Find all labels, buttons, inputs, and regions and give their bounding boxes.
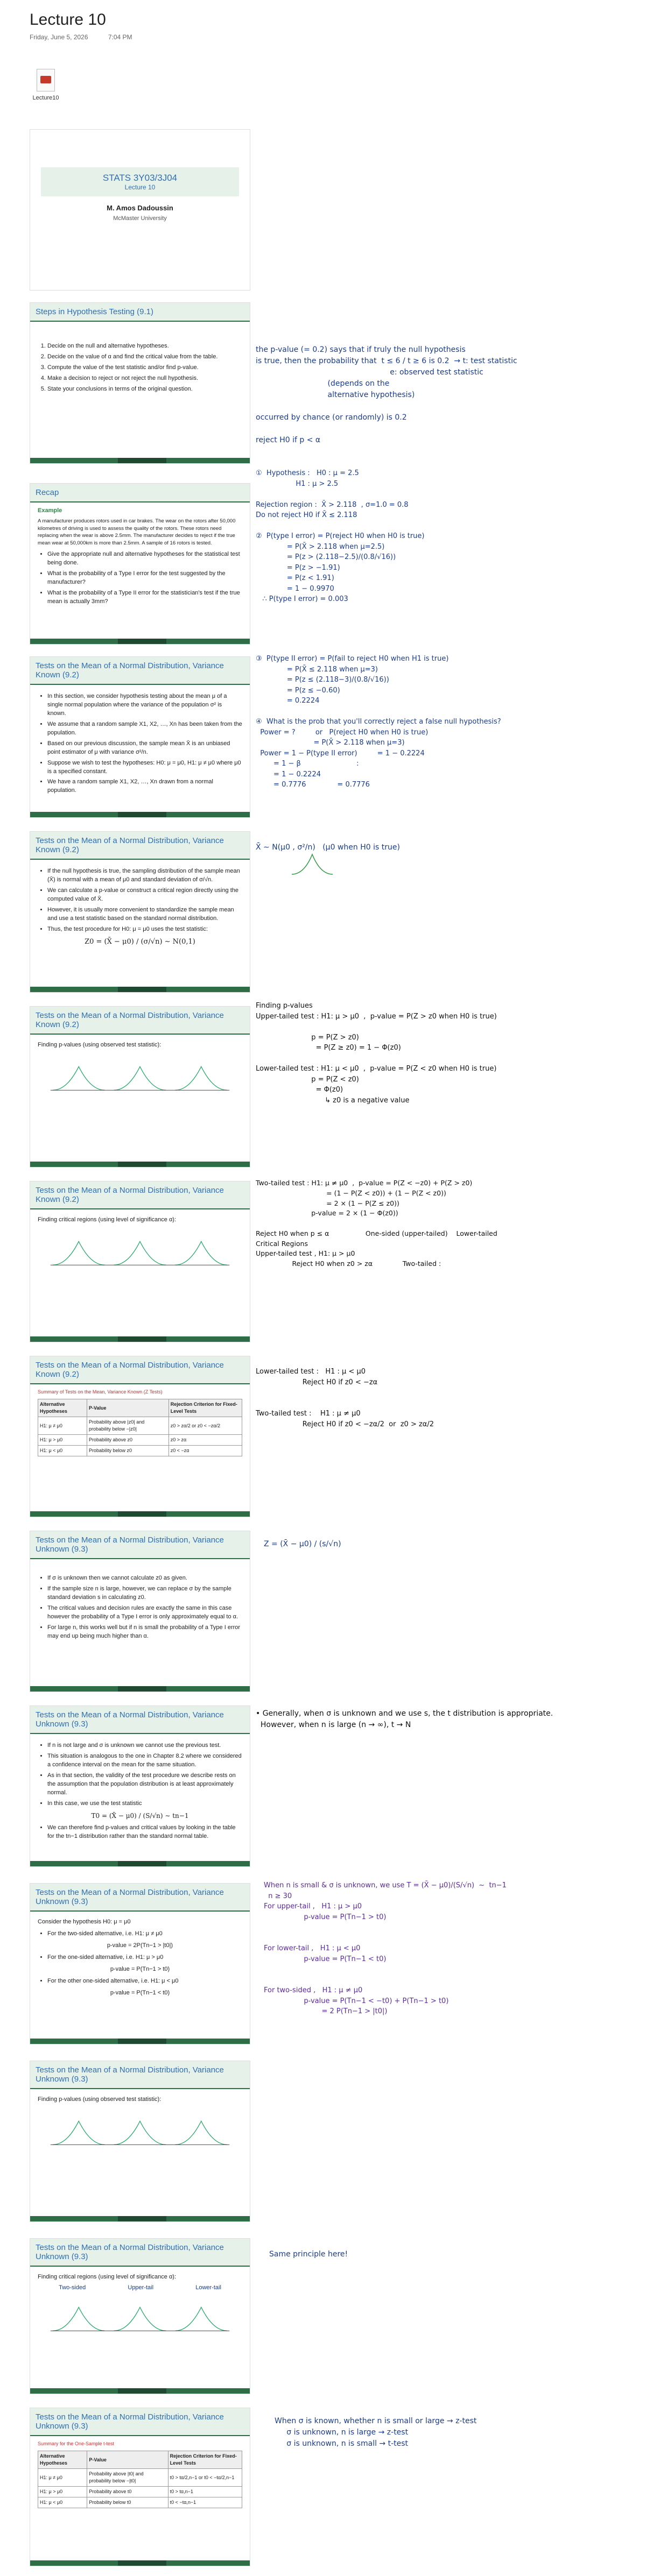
- slide-footer: [30, 1686, 250, 1692]
- handwritten-note-same: Same principle here!: [269, 2250, 348, 2259]
- list-item: • If σ is unknown then we cannot calculate z0 as given.: [47, 1574, 242, 1583]
- handwritten-label: Upper-tail: [128, 2284, 154, 2291]
- list-item: • Suppose we wish to test the hypotheses: H0: μ = μ0, H1: μ ≠ μ0 where μ0 is a specified constant.: [47, 759, 242, 776]
- normal-curve-sketch: [291, 850, 334, 877]
- handwritten-note-recap: ① Hypothesis : H0 : μ = 2.5 H1 : μ > 2.5 Rejection region : X̄ > 2.118 , σ=1.0 = 0.8 Do not reject H0 if X̄ ≤ 2.118 ② P(type I error) = P(reject H0 when H0 is true) = P(X̄ > 2.118 when μ=2.5) = P(z > (2.118−2.5)/(0.8/√16)) = P(z > −1.91) = P(z < 1.91) = 1 − 0.9970 ∴ P(type I error) = 0.003: [256, 469, 425, 603]
- list-item: • If the null hypothesis is true, the sampling distribution of the sample mean (X̄) is normal with a mean of μ0 and standard deviation of σ/√n.: [47, 867, 242, 884]
- table-row: H1: μ > μ0 Probability above z0 z0 > zα: [38, 1435, 242, 1446]
- list-item: • What is the probability of a Type I error for the test suggested by the manufacturer?: [47, 570, 242, 587]
- slide-footer: [30, 639, 250, 644]
- table-title: Summary of Tests on the Mean, Variance Known (Z Tests): [38, 1389, 163, 1395]
- slide-title: Tests on the Mean of a Normal Distribution, Variance Known (9.2): [30, 1356, 250, 1384]
- list-item: • We assume that a random sample X1, X2, …, Xn has been taken from the population.: [47, 720, 242, 738]
- attachment-name: Lecture10: [32, 95, 59, 101]
- slide-title: Tests on the Mean of a Normal Distribution, Variance Unknown (9.3): [30, 1884, 250, 1912]
- handwritten-note-critical: Lower-tailed test : H1 : μ < μ0 Reject H0 if z0 < −zα Two-tailed test : H1 : μ ≠ μ0 Reject H0 if z0 < −zα/2 or z0 > zα/2: [256, 1368, 434, 1428]
- list-item: • The critical values and decision rules are exactly the same in this case however the probability of a Type I error is only approximately equal to α.: [47, 1604, 242, 1622]
- list-item: • Give the appropriate null and alternative hypotheses for the statistical test being done.: [47, 550, 242, 568]
- table-title: Summary for the One-Sample t-test: [38, 2441, 115, 2446]
- normal-curves-graphic: [38, 1057, 242, 1095]
- handwritten-note-sampling: X̄ ∼ N(μ0 , σ²/n) (μ0 when H0 is true): [256, 843, 400, 852]
- slide-cover-course: STATS 3Y03/3J04 Lecture 10: [41, 167, 239, 196]
- slide-steps: [30, 302, 250, 464]
- pdf-attachment[interactable]: [30, 69, 62, 101]
- slide-footer: [30, 2560, 250, 2566]
- slide-title: Tests on the Mean of a Normal Distribution, Variance Known (9.2): [30, 1181, 250, 1209]
- slide-unknown-6: [30, 2408, 250, 2566]
- handwritten-note-summary: When σ is known, whether n is small or large → z-test σ is unknown, n is large → z-test σ is unknown, n is small → t-test: [275, 2417, 477, 2448]
- handwritten-note-two-tailed: Two-tailed test : H1: μ ≠ μ0 , p-value = P(Z < −z0) + P(Z > z0) = (1 − P(Z < z0)) + (1 − P(Z < z0)) = 2 × (1 − P(Z ≤ z0)) p-value = 2 × (1 − Φ(z0)) Reject H0 when p ≤ α One-sided (upper-tailed) Lower-tailed Critical Regions Upper-tailed test , H1: μ > μ0 Reject H0 when z0 > zα Two-tailed :: [256, 1179, 497, 1268]
- example-label: Example: [38, 507, 62, 514]
- slide-title: Tests on the Mean of a Normal Distribution, Variance Unknown (9.3): [30, 2061, 250, 2089]
- list-item: • For the one-sided alternative, i.e. H1: μ > μ0: [47, 1954, 242, 1962]
- example-text: A manufacturer produces rotors used in car brakes. The wear on the rotors after 50,000 kilometres of driving is used to assess the quality of the rotors. These rotors need replacing when the wear is above 2.5mm. The manufacturer decides to reject if the true mean wear at 50,000km is more than 2.5mm. A sample of 16 rotors is tested.: [38, 518, 236, 547]
- summary-table: Alternative Hypotheses P-Value Rejection Criterion for Fixed-Level Tests H1: μ ≠ μ0 Probability above |z0| and probability below −|z0| z0 > zα/2 or z0 < −zα/2 H1: μ > μ0 Probability above z0 z0 > zα H1: μ < μ0 Probability below z0 z0 < −zα: [38, 1399, 242, 1456]
- handwritten-label: Two-sided: [59, 2284, 86, 2291]
- slide-footer: [30, 2388, 250, 2394]
- formula: Z0 = (X̄ − μ0) / (σ/√n) ∼ N(0,1): [85, 937, 195, 946]
- slide-unknown-5: [30, 2238, 250, 2394]
- slide-cover-author: M. Amos Dadoussin: [107, 204, 173, 212]
- slide-cover: [30, 129, 250, 291]
- slide-summary-known: [30, 1356, 250, 1517]
- handwritten-note-t-test: When n is small & σ is unknown, we use T = (X̄ − μ0)/(S/√n) ~ tn−1 n ≥ 30 For upper-tail , H1 : μ > μ0 p-value = P(Tn−1 > t0) For lower-tail , H1 : μ < μ0 p-value = P(Tn−1 < t0) For two-sided , H1 : μ ≠ μ0 p-value = P(Tn−1 < −t0) + P(Tn−1 > t0) = 2 P(Tn−1 > |t0|): [264, 1881, 507, 2015]
- formula: p-value = P(Tn−1 < t0): [110, 1989, 170, 1996]
- list-item: • We can therefore find p-values and critical values by looking in the table for the tn−1 distribution rather than the standard normal table.: [47, 1824, 242, 1841]
- list-item: • Thus, the test procedure for H0: μ = μ0 uses the test statistic:: [47, 925, 242, 934]
- slide-footer: [30, 458, 250, 463]
- slide-title: Tests on the Mean of a Normal Distribution, Variance Known (9.2): [30, 832, 250, 860]
- list-item: • If the sample size n is large, however, we can replace σ by the sample standard deviation s in calculating z0.: [47, 1585, 242, 1602]
- pdf-icon: [37, 69, 55, 91]
- slide-unknown-1: [30, 1531, 250, 1692]
- page-title: Lecture 10: [30, 11, 106, 29]
- slide-cover-affiliation: McMaster University: [113, 215, 167, 222]
- table-row: H1: μ > μ0 Probability above t0 t0 > tα,n−1: [38, 2487, 242, 2497]
- slide-footer: [30, 2039, 250, 2044]
- list-item: 4. Make a decision to reject or not reject the null hypothesis.: [47, 374, 242, 383]
- slide-footer: [30, 812, 250, 817]
- slide-text: Finding p-values (using observed test statistic):: [38, 2096, 162, 2103]
- list-item: 2. Decide on the value of α and find the critical value from the table.: [47, 353, 242, 362]
- slide-recap: [30, 483, 250, 645]
- slide-title: Tests on the Mean of a Normal Distribution, Variance Unknown (9.3): [30, 2239, 250, 2267]
- slide-unknown-4: [30, 2061, 250, 2222]
- slide-text: Finding p-values (using observed test statistic):: [38, 1042, 162, 1048]
- formula: p-value = 2P(Tn−1 > |t0|): [107, 1942, 173, 1949]
- slide-text: Finding critical regions (using level of significance α):: [38, 2274, 177, 2280]
- handwritten-note-z: Z = (X̄ − μ0) / (s/√n): [264, 1540, 341, 1548]
- list-item: • For the other one-sided alternative, i.e. H1: μ < μ0: [47, 1977, 242, 1986]
- critical-region-graphic: [38, 1232, 242, 1270]
- list-item: 5. State your conclusions in terms of the original question.: [47, 385, 242, 394]
- handwritten-note-pvalues: Finding p-values Upper-tailed test : H1: μ > μ0 , p-value = P(Z > z0 when H0 is true) p = P(Z > z0) = P(Z ≥ z0) = 1 − Φ(z0) Lower-tailed test : H1: μ < μ0 , p-value = P(Z < z0 when H0 is true) p = P(Z < z0) = Φ(z0) ↳ z0 is a negative value: [256, 1002, 497, 1105]
- slide-critical-known: [30, 1181, 250, 1342]
- formula: p-value = P(Tn−1 > t0): [110, 1965, 170, 1972]
- slide-title: Tests on the Mean of a Normal Distribution, Variance Unknown (9.3): [30, 2408, 250, 2436]
- slide-title: Tests on the Mean of a Normal Distribution, Variance Known (9.2): [30, 657, 250, 685]
- list-item: • In this section, we consider hypothesis testing about the mean μ of a single normal population where the variance of the population σ² is known.: [47, 692, 242, 718]
- table-row: H1: μ ≠ μ0 Probability above |t0| and probability below −|t0| t0 > tα/2,n−1 or t0 < −tα/2,n−1: [38, 2469, 242, 2487]
- page-time: 7:04 PM: [108, 33, 132, 41]
- summary-table: Alternative Hypotheses P-Value Rejection Criterion for Fixed-Level Tests H1: μ ≠ μ0 Probability above |t0| and probability below −|t0| t0 > tα/2,n−1 or t0 < −tα/2,n−1 H1: μ > μ0 Probability above t0 t0 > tα,n−1 H1: μ < μ0 Probability below t0 t0 < −tα,n−1: [38, 2451, 242, 2508]
- slide-unknown-3: [30, 1883, 250, 2044]
- list-item: • If n is not large and σ is unknown we cannot use the previous test.: [47, 1742, 242, 1750]
- slide-footer: [30, 1336, 250, 1342]
- table-row: H1: μ ≠ μ0 Probability above |z0| and probability below −|z0| z0 > zα/2 or z0 < −zα/2: [38, 1417, 242, 1435]
- handwritten-label: Lower-tail: [195, 2284, 221, 2291]
- list-item: 1. Decide on the null and alternative hypotheses.: [47, 342, 242, 351]
- page-date: Friday, June 5, 2026: [30, 33, 88, 41]
- slide-title: Tests on the Mean of a Normal Distribution, Variance Unknown (9.3): [30, 1706, 250, 1734]
- slide-footer: [30, 1861, 250, 1866]
- list-item: • We have a random sample X1, X2, …, Xn drawn from a normal population.: [47, 778, 242, 795]
- slide-mean-known-1: [30, 656, 250, 818]
- list-item: • Based on our previous discussion, the sample mean X̄ is an unbiased point estimator of μ with variance σ²/n.: [47, 740, 242, 757]
- list-item: • For large n, this works well but if n is small the probability of a Type I error may end up being much higher than α.: [47, 1624, 242, 1641]
- slide-mean-known-2: [30, 831, 250, 993]
- table-row: H1: μ < μ0 Probability below z0 z0 < −zα: [38, 1446, 242, 1456]
- list-item: • However, it is usually more convenient to standardize the sample mean and use a test statistic based on the standard normal distribution.: [47, 906, 242, 923]
- list-item: • This situation is analogous to the one in Chapter 8.2 where we considered a confidence interval on the mean for the same situation.: [47, 1752, 242, 1770]
- slide-footer: [30, 987, 250, 992]
- slide-cover-lecture: Lecture 10: [124, 183, 156, 191]
- list-item: • As in that section, the validity of the test procedure we describe rests on the assumption that the population distribution is at least approximately normal.: [47, 1772, 242, 1797]
- slide-footer: [30, 1511, 250, 1517]
- slide-title: Tests on the Mean of a Normal Distribution, Variance Unknown (9.3): [30, 1531, 250, 1559]
- slide-footer: [30, 1162, 250, 1167]
- t-curves-graphic: [38, 2112, 242, 2149]
- slide-title: Tests on the Mean of a Normal Distribution, Variance Known (9.2): [30, 1007, 250, 1035]
- table-row: H1: μ < μ0 Probability below t0 t0 < −tα,n−1: [38, 2497, 242, 2508]
- handwritten-note-type2: ③ P(type II error) = P(fail to reject H0 when H1 is true) = P(X̄ ≤ 2.118 when μ=3) = P(z ≤ (2.118−3)/(0.8/√16)) = P(z ≤ −0.60) = 0.2224 ④ What is the prob that you'll correctly reject a false null hypothesis? Power = ? or P(reject H0 when H0 is true) = P(X̄ > 2.118 when μ=3) Power = 1 − P(type II error) = 1 − 0.2224 = 1 − β : = 1 − 0.2224 = 0.7776 = 0.7776: [256, 655, 501, 789]
- slide-title: Recap: [30, 484, 250, 503]
- slide-footer: [30, 2216, 250, 2221]
- t-critical-graphic: [38, 2298, 242, 2336]
- page-meta: [30, 33, 151, 41]
- slide-text: Finding critical regions (using level of significance α):: [38, 1216, 177, 1223]
- slide-unknown-2: [30, 1705, 250, 1867]
- slide-text: Consider the hypothesis H0: μ = μ0: [38, 1919, 131, 1925]
- list-item: • For the two-sided alternative, i.e. H1: μ ≠ μ0: [47, 1930, 242, 1938]
- list-item: • What is the probability of a Type II error for the statistician's test if the true mean is actually 3mm?: [47, 589, 242, 606]
- slide-pvalues-known: [30, 1006, 250, 1167]
- formula: T0 = (X̄ − μ0) / (S/√n) ∼ tn−1: [91, 1811, 189, 1820]
- handwritten-note-pvalue: the p-value (= 0.2) says that if truly the null hypothesis is true, then the probability that t ≤ 6 / t ≥ 6 is 0.2 → t: test statistic e: observed test statistic (depends on the alternative hypothesis) occurred by chance (or randomly) is 0.2 reject H0 if p < α: [256, 345, 517, 444]
- handwritten-note-t-dist: • Generally, when σ is unknown and we use s, the t distribution is appropriate. However, when n is large (n → ∞), t → N: [256, 1709, 553, 1729]
- list-item: • In this case, we use the test statistic: [47, 1800, 242, 1808]
- list-item: 3. Compute the value of the test statistic and/or find p-value.: [47, 364, 242, 372]
- slide-title: Steps in Hypothesis Testing (9.1): [30, 303, 250, 322]
- list-item: • We can calculate a p-value or construct a critical region directly using the computed value of X̄.: [47, 887, 242, 904]
